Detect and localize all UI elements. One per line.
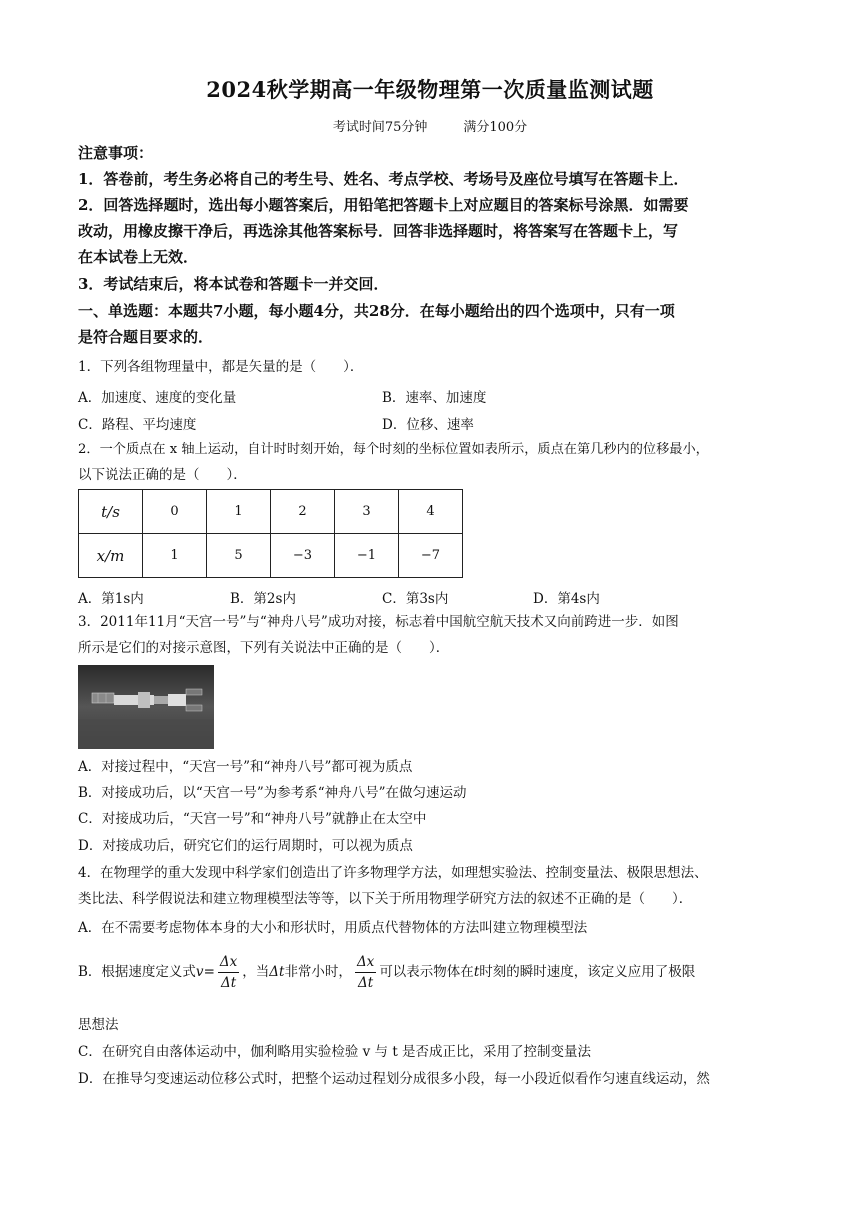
q4-b-fraction-1 <box>218 952 239 993</box>
q3-option-c: C．对接成功后，“天宫一号”和“神舟八号”就静止在太空中 <box>78 811 427 827</box>
page-title: 2024秋学期高一年级物理第一次质量监测试题 <box>206 77 654 102</box>
notice-item-2-line-3: 在本试卷上无效． <box>78 248 199 266</box>
q4-b-text-3: 非常小时， <box>284 964 352 980</box>
table-header-position: x/m <box>79 534 143 578</box>
q4-option-b: B．根据速度定义式v= $\frac{\Delta x}{\Delta t}$ ，当Δt非常小时， $\frac{\Delta x}{\Delta t}$ 可以表示物体在t时刻的瞬时速度，该定义应用了极限 <box>78 954 696 991</box>
q1-option-a: A．加速度、速度的变化量 <box>78 390 237 406</box>
q2-stem-line-2: 以下说法正确的是（ ）． <box>78 467 247 483</box>
q3-option-d: D．对接成功后，研究它们的运行周期时，可以视为质点 <box>78 838 413 854</box>
notice-heading: 注意事项： <box>78 144 154 162</box>
fraction-numerator: Δx <box>218 952 239 973</box>
q3-option-b: B．对接成功后，以“天宫一号”为参考系“神舟八号”在做匀速运动 <box>78 785 467 801</box>
q2-stem-line-1: 2．一个质点在 x 轴上运动，自计时时刻开始，每个时刻的坐标位置如表所示，质点在第几秒内的位移最小， <box>78 442 709 457</box>
q4-b-text-1: B．根据速度定义式 <box>78 964 196 980</box>
q4-option-a: A．在不需要考虑物体本身的大小和形状时，用质点代替物体的方法叫建立物理模型法 <box>78 920 588 936</box>
section-heading-line-2: 是符合题目要求的． <box>78 328 214 346</box>
q4-stem-line-1: 4．在物理学的重大发现中科学家们创造出了许多物理学方法，如理想实验法、控制变量法、极限思想法、 <box>78 865 708 881</box>
fraction-denominator: Δt <box>220 975 237 991</box>
q1-option-c: C．路程、平均速度 <box>78 417 197 433</box>
q2-option-c: C．第3s内 <box>382 591 449 607</box>
q4-option-b-line-2: 思想法 <box>78 1017 119 1033</box>
q3-stem-line-2: 所示是它们的对接示意图，下列有关说法中正确的是（ ）． <box>78 640 450 656</box>
q4-option-c: C．在研究自由落体运动中，伽利略用实验检验 v 与 t 是否成正比，采用了控制变量法 <box>78 1044 592 1060</box>
exam-time: 考试时间75分钟 <box>332 120 428 135</box>
table-cell: 1 <box>143 534 207 578</box>
exam-info <box>0 116 860 135</box>
q2-option-d: D．第4s内 <box>533 591 600 607</box>
q3-option-a: A．对接过程中，“天宫一号”和“神舟八号”都可视为质点 <box>78 759 413 775</box>
q3-stem-line-1: 3．2011年11月“天宫一号”与“神舟八号”成功对接，标志着中国航空航天技术又向前跨进一步．如图 <box>78 614 679 630</box>
q1-option-b: B．速率、加速度 <box>382 390 487 406</box>
table-cell: −1 <box>335 534 399 578</box>
table-cell: 3 <box>335 490 399 534</box>
q4-b-fraction-2 <box>355 952 376 993</box>
q4-option-d: D．在推导匀变速运动位移公式时，把整个运动过程划分成很多小段，每一小段近似看作匀速直线运动，然 <box>78 1071 710 1087</box>
table-row-position <box>79 534 463 578</box>
notice-item-2-line-2: 改动，用橡皮擦干净后，再选涂其他答案标号．回答非选择题时，将答案写在答题卡上，写 <box>78 222 679 240</box>
q4-b-text-2: ，当 <box>242 964 270 980</box>
fraction-denominator: Δt <box>358 975 374 991</box>
position-time-table <box>78 489 463 578</box>
fraction-numerator: Δx <box>355 952 376 973</box>
table-header-time: t/s <box>79 490 143 534</box>
docking-photo <box>78 665 214 749</box>
q4-b-t: t <box>473 964 480 980</box>
table-cell: 2 <box>271 490 335 534</box>
q4-b-dt: Δt <box>269 964 285 980</box>
q2-option-a: A．第1s内 <box>78 591 144 607</box>
table-cell: 4 <box>399 490 463 534</box>
docking-illustration <box>78 665 214 749</box>
q4-b-text-4: 可以表示物体在 <box>379 964 474 980</box>
exam-score: 满分100分 <box>463 120 528 135</box>
q1-option-d: D．位移、速率 <box>382 417 474 433</box>
notice-item-3: 3．考试结束后，将本试卷和答题卡一并交回． <box>78 275 389 293</box>
table-cell: −7 <box>399 534 463 578</box>
table-cell: 1 <box>207 490 271 534</box>
section-heading-line-1: 一、单选题：本题共7小题，每小题4分，共28分．在每小题给出的四个选项中，只有一项 <box>78 302 675 320</box>
q4-stem-line-2: 类比法、科学假说法和建立物理模型法等等，以下关于所用物理学研究方法的叙述不正确的是（ ）． <box>78 891 693 907</box>
table-cell: 0 <box>143 490 207 534</box>
q1-stem: 1．下列各组物理量中，都是矢量的是（ ）． <box>78 359 364 375</box>
q2-option-b: B．第2s内 <box>230 591 296 607</box>
table-row-time <box>79 490 463 534</box>
notice-item-1: 1．答卷前，考生务必将自己的考生号、姓名、考点学校、考场号及座位号填写在答题卡上． <box>78 170 689 188</box>
q4-b-text-5: 时刻的瞬时速度，该定义应用了极限 <box>479 964 696 980</box>
q4-b-v: v <box>195 964 204 980</box>
table-cell: 5 <box>207 534 271 578</box>
table-cell: −3 <box>271 534 335 578</box>
notice-item-2-line-1: 2．回答选择题时，选出每小题答案后，用铅笔把答题卡上对应题目的答案标号涂黑．如需要 <box>78 196 689 214</box>
